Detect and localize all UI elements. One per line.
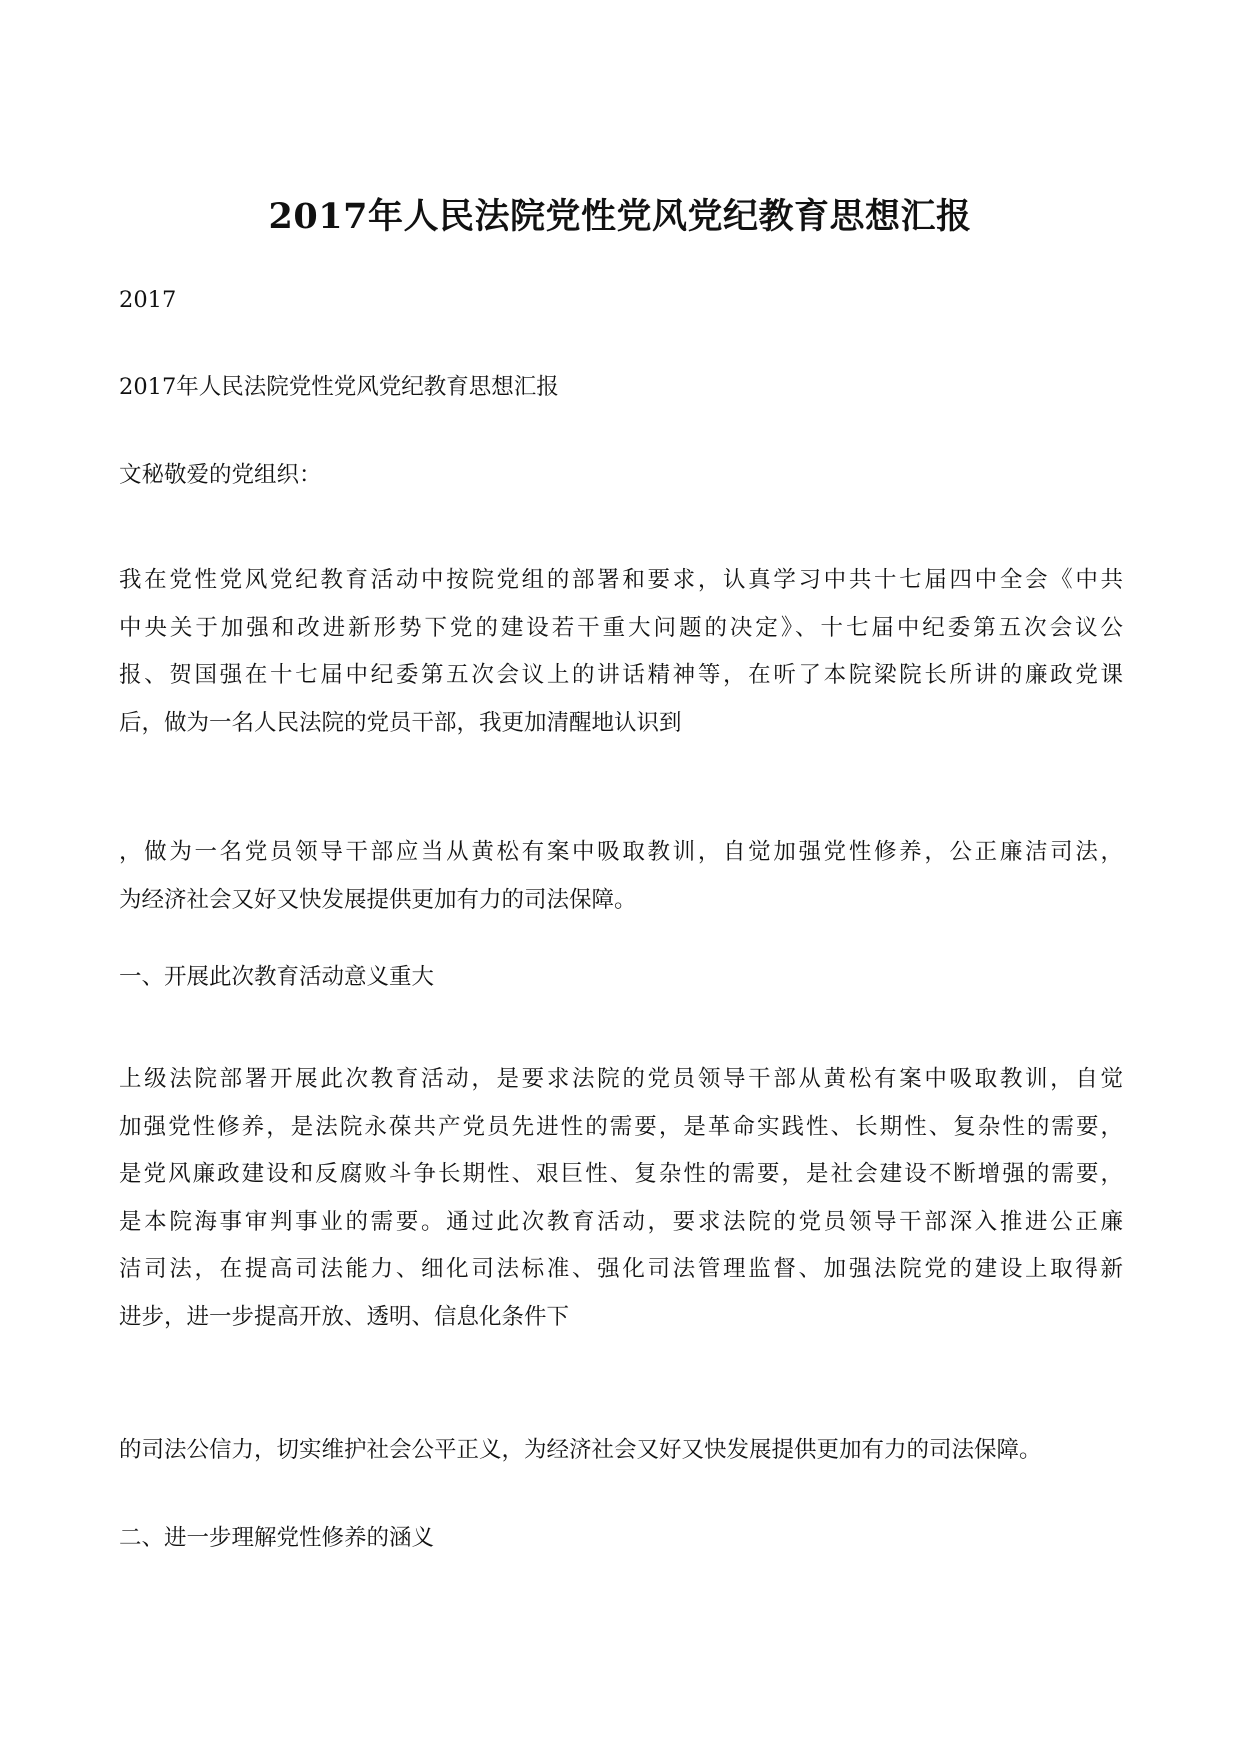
salutation-text: 文秘敬爱的党组织： bbox=[119, 462, 322, 488]
subtitle-text: 2017年人民法院党性党风党纪教育思想汇报 bbox=[119, 374, 559, 400]
paragraph-3 bbox=[119, 1056, 1123, 1341]
paragraph-line: 的司法公信力，切实维护社会公平正义，为经济社会又好又快发展提供更加有力的司法保障。 bbox=[119, 1437, 1042, 1463]
paragraph-line: 是本院海事审判事业的需要。通过此次教育活动，要求法院的党员领导干部深入推进公正廉 bbox=[119, 1208, 1123, 1235]
paragraph-line: 加强党性修养，是法院永葆共产党员先进性的需要，是革命实践性、长期性、复杂性的需要， bbox=[119, 1113, 1123, 1140]
paragraph-2 bbox=[119, 829, 1123, 924]
paragraph-line: 我在党性党风党纪教育活动中按院党组的部署和要求，认真学习中共十七届四中全会《中共 bbox=[119, 567, 1123, 593]
paragraph-line: 洁司法，在提高司法能力、细化司法标准、强化司法管理监督、加强法院党的建设上取得新 bbox=[119, 1256, 1123, 1282]
paragraph-line: 进步，进一步提高开放、透明、信息化条件下 bbox=[119, 1303, 570, 1330]
paragraph-line: 是党风廉政建设和反腐败斗争长期性、艰巨性、复杂性的需要，是社会建设不断增强的需要， bbox=[119, 1161, 1123, 1187]
paragraph-line: 上级法院部署开展此次教育活动，是要求法院的党员领导干部从黄松有案中吸取教训，自觉 bbox=[119, 1066, 1123, 1092]
paragraph-4 bbox=[119, 1427, 1123, 1475]
heading-text: 二、进一步理解党性修养的涵义 bbox=[119, 1525, 435, 1551]
year-line bbox=[119, 277, 1123, 325]
salutation bbox=[119, 452, 1123, 500]
paragraph-line: 报、贺国强在十七届中纪委第五次会议上的讲话精神等，在听了本院梁院长所讲的廉政党课 bbox=[119, 662, 1123, 688]
paragraph-line: 后，做为一名人民法院的党员干部，我更加清醒地认识到 bbox=[119, 709, 682, 736]
paragraph-line: 为经济社会又好又快发展提供更加有力的司法保障。 bbox=[119, 886, 637, 913]
heading-text: 一、开展此次教育活动意义重大 bbox=[119, 964, 435, 990]
paragraph-1 bbox=[119, 557, 1123, 747]
subtitle-line bbox=[119, 364, 1123, 412]
section-heading-1 bbox=[119, 954, 1123, 1002]
document-title: 2017年人民法院党性党风党纪教育思想汇报 bbox=[268, 196, 972, 237]
section-heading-2 bbox=[119, 1515, 1123, 1563]
paragraph-line: ，做为一名党员领导干部应当从黄松有案中吸取教训，自觉加强党性修养，公正廉洁司法， bbox=[119, 839, 1123, 865]
paragraph-line: 中央关于加强和改进新形势下党的建设若干重大问题的决定》、十七届中纪委第五次会议公 bbox=[119, 614, 1123, 641]
year-text: 2017 bbox=[119, 287, 177, 313]
